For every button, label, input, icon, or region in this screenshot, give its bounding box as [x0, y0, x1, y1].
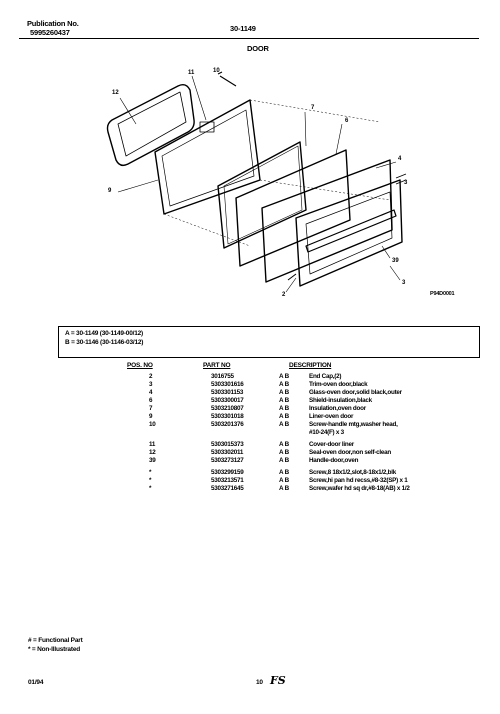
description-cell: Screw,wafer hd sq dr,#8-18(AB) x 1/2 [309, 485, 410, 492]
col-header-pos: POS. NO [127, 362, 153, 369]
callout-3-upper: 3 [404, 180, 408, 186]
pos-cell: 10 [149, 421, 156, 428]
part-number-cell: 5303302011 [211, 449, 244, 456]
legend-version-a: A = 30-1149 (30-1149-00/12) [65, 330, 144, 337]
version-cell: A B [279, 389, 289, 396]
callout-11: 11 [188, 70, 195, 76]
table-row [149, 421, 449, 429]
pos-cell: 3 [149, 381, 153, 388]
table-row [149, 457, 449, 465]
callout-39: 39 [392, 258, 399, 264]
pos-cell: * [149, 485, 152, 492]
callout-4: 4 [398, 156, 402, 162]
part-number-cell: 5303301153 [211, 389, 244, 396]
description-cell: Screw,hi pan hd recss,#8-32(SP) x 1 [309, 477, 408, 484]
footnote-functional: # = Functional Part [28, 637, 83, 644]
pos-cell: 9 [149, 413, 153, 420]
header-rule [19, 38, 479, 39]
description-cell: Trim-oven door,black [309, 381, 368, 388]
table-row [149, 397, 449, 405]
part-number-cell: 3016755 [211, 373, 234, 380]
version-cell: A B [279, 397, 289, 404]
handle-shape [306, 210, 396, 252]
door-liner-shape [155, 100, 260, 214]
pos-cell: 11 [149, 441, 156, 448]
version-cell: A B [279, 441, 289, 448]
pos-cell: 2 [149, 373, 153, 380]
table-row [149, 449, 449, 457]
version-cell: A B [279, 373, 289, 380]
pos-cell: * [149, 469, 152, 476]
section-title: DOOR [247, 44, 269, 53]
pos-cell [149, 429, 211, 437]
table-row [149, 405, 449, 413]
version-cell: A B [279, 381, 289, 388]
pos-cell: 6 [149, 397, 153, 404]
col-header-part: PART NO [203, 362, 231, 369]
part-number-cell: 5303273127 [211, 457, 244, 464]
description-cell: Screw,8 18x1/2,slot,8-18x1/2,blk [309, 469, 396, 476]
description-cell: Glass-oven door,solid black,outer [309, 389, 402, 396]
pos-cell: * [149, 477, 152, 484]
part-number-cell: 5303210807 [211, 405, 244, 412]
part-number-cell: 5303301616 [211, 381, 244, 388]
description-cell: Cover-door liner [309, 441, 354, 448]
version-cell: A B [279, 485, 289, 492]
door-exploded-diagram [100, 60, 420, 310]
table-row [149, 469, 449, 477]
callout-9: 9 [108, 188, 112, 194]
version-cell: A B [279, 421, 289, 428]
part-number-cell: 5303213571 [211, 477, 244, 484]
description-cell: Shield-insulation,black [309, 397, 372, 404]
table-row [149, 429, 449, 437]
table-row [149, 373, 449, 381]
description-cell: Insulation,oven door [309, 405, 366, 412]
version-cell: A B [279, 477, 289, 484]
figure-code: P94D0001 [430, 291, 455, 297]
pos-cell: 12 [149, 449, 156, 456]
callout-3-lower: 3 [402, 280, 406, 286]
part-number-cell [211, 429, 279, 437]
description-cell: #10-24(F) x 3 [309, 429, 344, 436]
parts-table [149, 373, 449, 493]
version-cell [279, 429, 309, 437]
part-number-cell: 5303201376 [211, 421, 244, 428]
insulation-shape [218, 142, 306, 248]
model-code: 30-1149 [230, 24, 256, 33]
callout-10: 10 [213, 68, 220, 74]
parts-table-container [149, 373, 449, 493]
table-row [149, 389, 449, 397]
footnote-non-illustrated: * = Non-Illustrated [28, 646, 80, 653]
table-row [149, 485, 449, 493]
version-cell: A B [279, 449, 289, 456]
table-row [149, 477, 449, 485]
publication-label: Publication No. [27, 19, 79, 28]
pos-cell: 4 [149, 389, 153, 396]
pos-cell: 39 [149, 457, 156, 464]
version-cell: A B [279, 405, 289, 412]
footer-page-number: 10 [256, 679, 263, 686]
callout-12: 12 [112, 90, 119, 96]
table-row [149, 381, 449, 389]
version-legend-box [58, 326, 480, 358]
table-row [149, 441, 449, 449]
publication-number: 5995260437 [30, 28, 70, 37]
description-cell: Seal-oven door,non self-clean [309, 449, 391, 456]
pos-cell: 7 [149, 405, 153, 412]
callout-6: 6 [345, 118, 349, 124]
callout-7: 7 [311, 105, 315, 111]
description-cell: Handle-door,oven [309, 457, 359, 464]
version-cell: A B [279, 413, 289, 420]
part-number-cell: 5303301018 [211, 413, 244, 420]
table-row [149, 413, 449, 421]
part-number-cell: 5303271645 [211, 485, 244, 492]
legend-version-b: B = 30-1146 (30-1146-03/12) [65, 339, 144, 346]
part-number-cell: 5303300017 [211, 397, 244, 404]
part-number-cell: 5303299159 [211, 469, 244, 476]
part-number-cell: 5303015373 [211, 441, 244, 448]
description-cell: Screw-handle mtg,washer head, [309, 421, 398, 428]
door-diagram-svg [100, 60, 420, 310]
description-cell: End Cap,(2) [309, 373, 342, 380]
callout-2: 2 [282, 292, 286, 298]
version-cell: A B [279, 469, 289, 476]
footer-brand-mark: FS [270, 674, 286, 687]
footer-date: 01/94 [28, 679, 44, 686]
version-cell: A B [279, 457, 289, 464]
description-cell: Liner-oven door [309, 413, 354, 420]
col-header-description: DESCRIPTION [289, 362, 332, 369]
